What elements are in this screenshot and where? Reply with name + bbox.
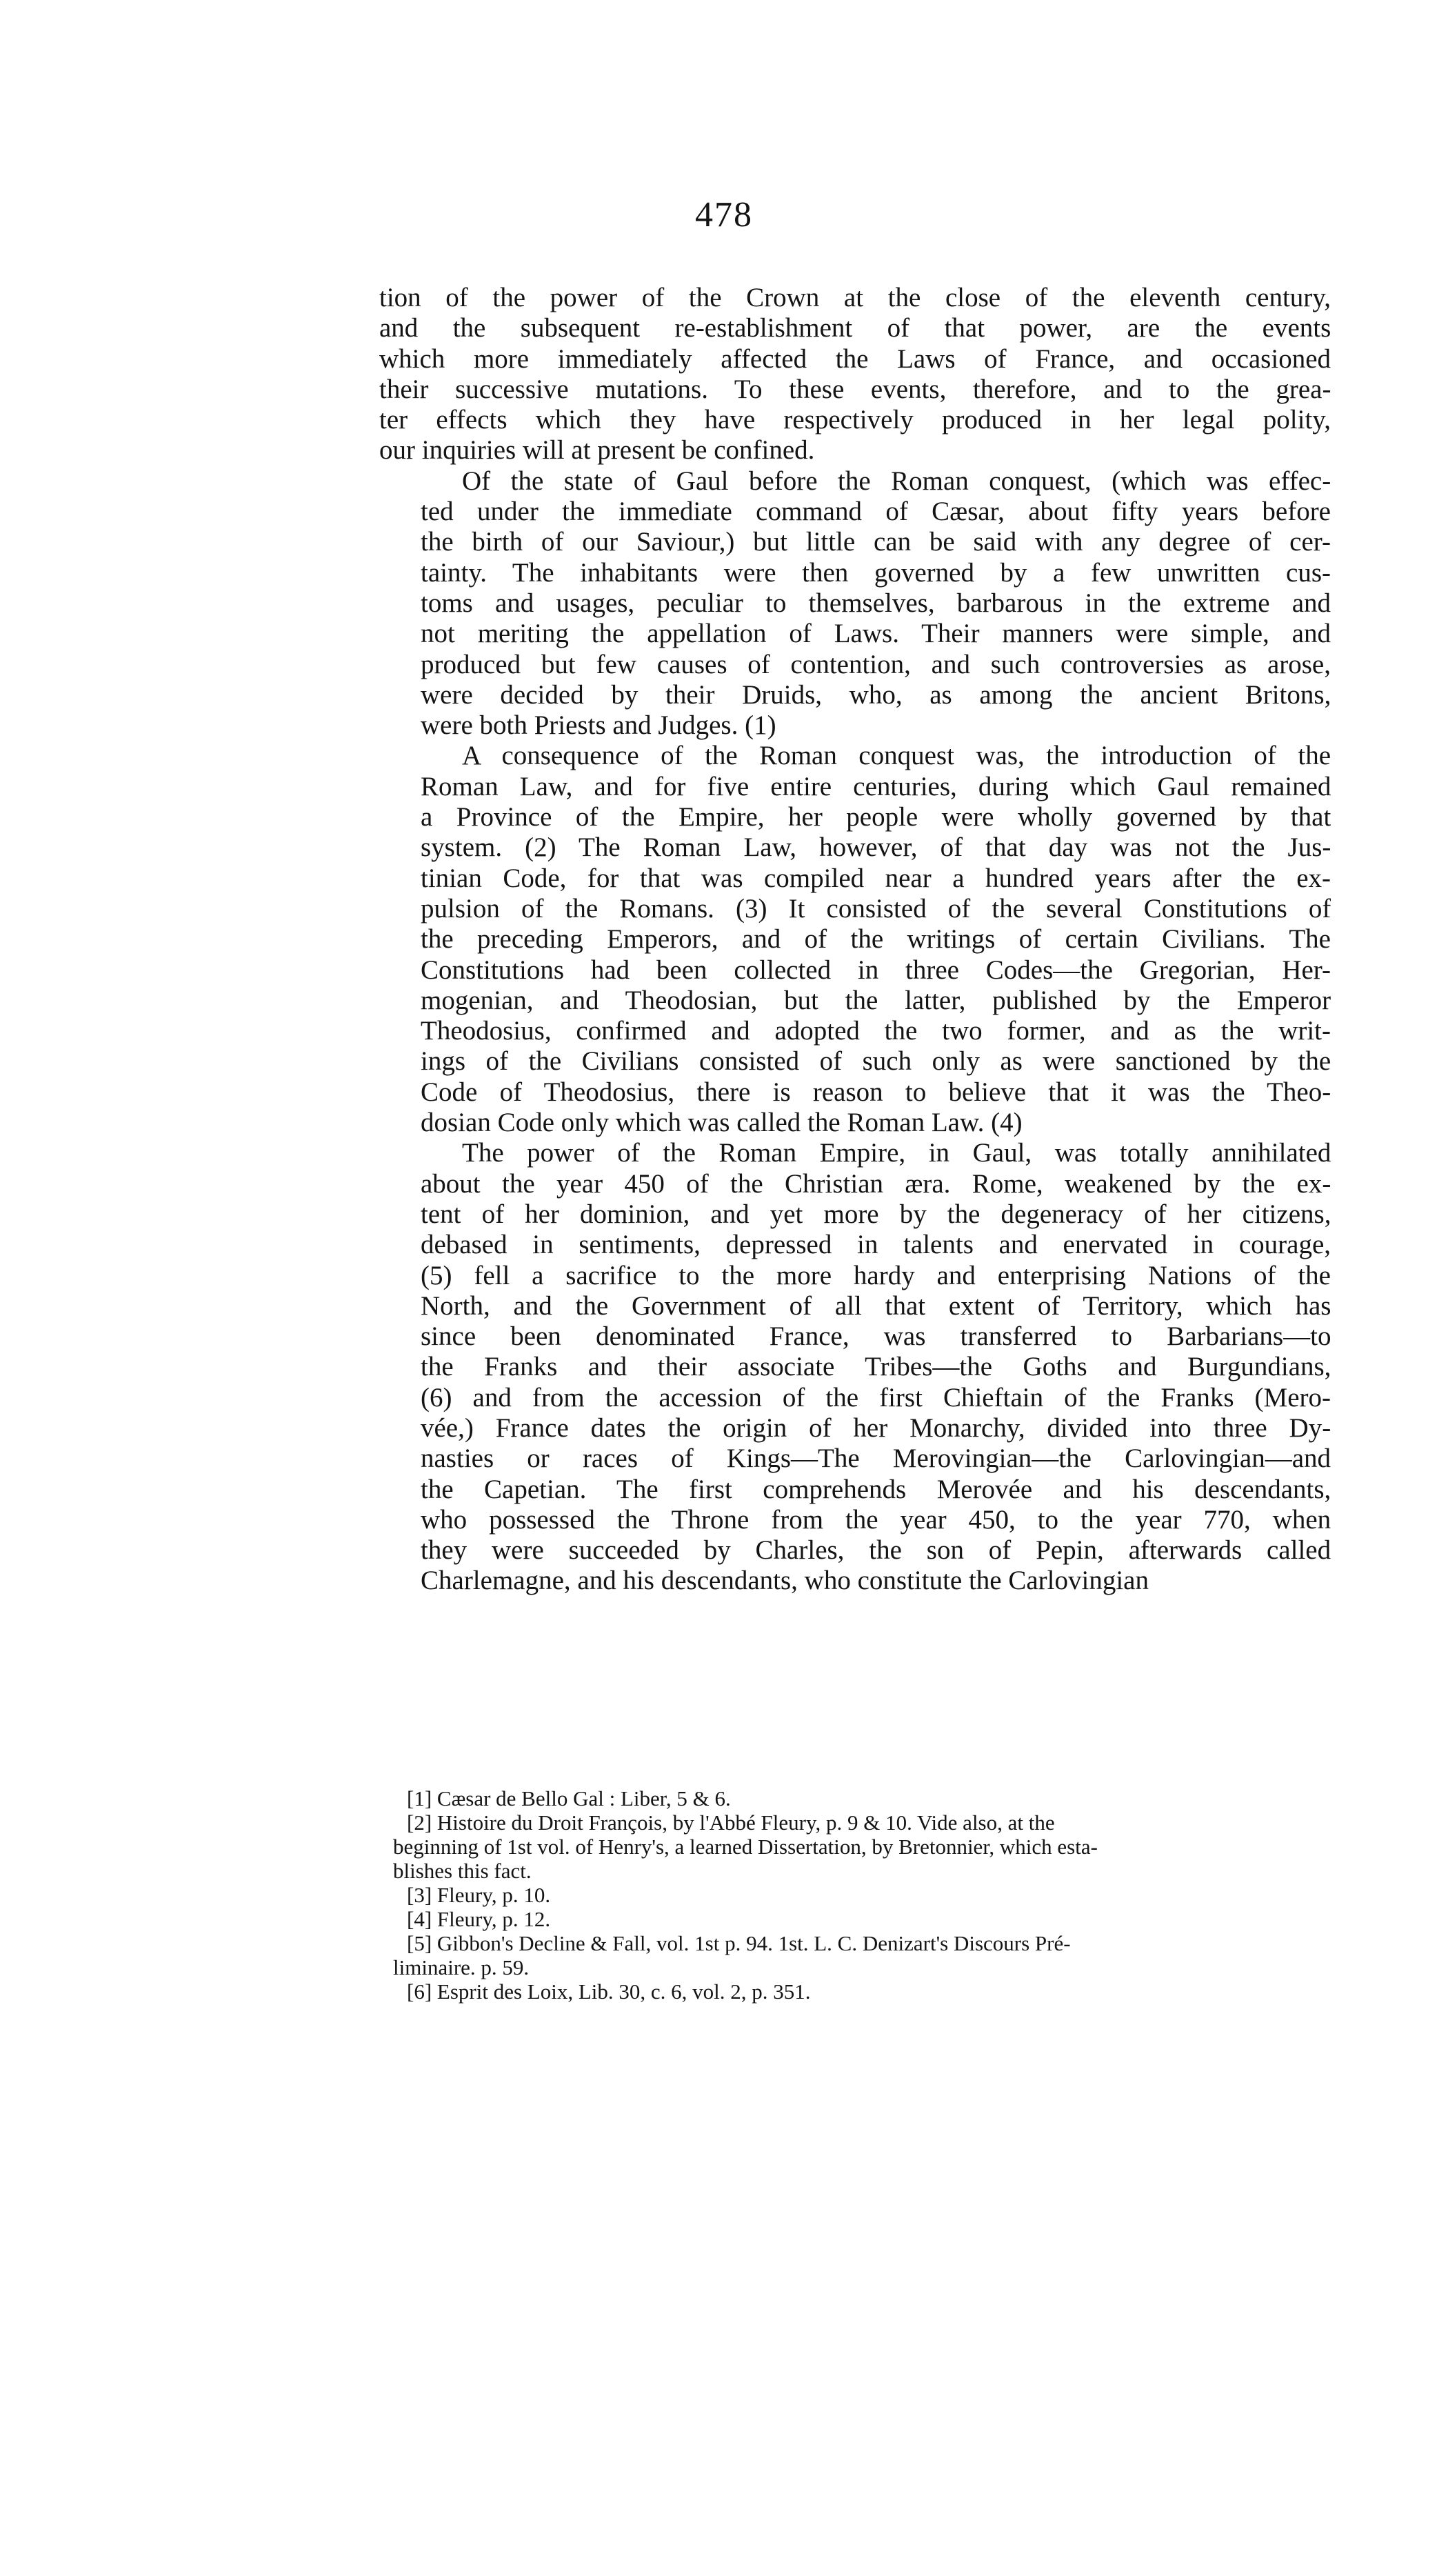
- footnote-line: beginning of 1st vol. of Henry's, a learned Dissertation, by Bretonnier, which esta-: [393, 1835, 1098, 1859]
- text-line: debased in sentiments, depressed in talents and enervated in courage,: [421, 1230, 1331, 1260]
- text-line-wrap: [379, 558, 1331, 588]
- text-line: Charlemagne, and his descendants, who constitute the Carlovingian: [421, 1566, 1149, 1596]
- footnote-line: [2] Histoire du Droit François, by l'Abbé Fleury, p. 9 & 10. Vide also, at the: [407, 1810, 1055, 1835]
- text-line-wrap: [379, 1566, 1331, 1596]
- text-line-wrap: [379, 710, 1331, 741]
- text-line-wrap: [379, 619, 1331, 649]
- paragraph: [379, 741, 1331, 1138]
- body-text: [379, 283, 1331, 1597]
- text-line: Theodosius, confirmed and adopted the two former, and as the writ-: [421, 1016, 1331, 1046]
- footnote: [407, 1786, 1331, 1810]
- text-line: vée,) France dates the origin of her Monarchy, divided into three Dy-: [421, 1412, 1331, 1443]
- text-line: were both Priests and Judges. (1): [421, 710, 776, 741]
- text-line-wrap: [379, 1352, 1331, 1382]
- text-line-wrap: [379, 466, 1331, 497]
- text-line-wrap: [379, 1444, 1331, 1474]
- text-line-wrap: [379, 680, 1331, 710]
- text-line-wrap: [379, 894, 1331, 924]
- text-line: which more immediately affected the Laws of France, and occasioned: [379, 343, 1331, 374]
- text-line: Roman Law, and for five entire centuries, during which Gaul remained: [421, 771, 1331, 801]
- text-line: Of the state of Gaul before the Roman conquest, (which was effec-: [462, 466, 1331, 496]
- text-line-wrap: [379, 527, 1331, 557]
- footnote: [407, 1883, 1331, 1907]
- text-line-wrap: [379, 1321, 1331, 1352]
- text-line-wrap: [379, 1535, 1331, 1566]
- text-line: not meriting the appellation of Laws. Their manners were simple, and: [421, 619, 1331, 649]
- text-line: (6) and from the accession of the first Chieftain of the Franks (Mero-: [421, 1382, 1331, 1412]
- text-line: their successive mutations. To these events, therefore, and to the grea-: [379, 374, 1331, 404]
- paragraph: [379, 466, 1331, 741]
- text-line: mogenian, and Theodosian, but the latter, published by the Emperor: [421, 985, 1331, 1015]
- text-line-wrap: [379, 650, 1331, 680]
- text-line-wrap: [379, 283, 1331, 313]
- text-line-wrap: [379, 986, 1331, 1016]
- text-line-wrap: [379, 1261, 1331, 1291]
- footnote-line: liminaire. p. 59.: [393, 1955, 530, 1979]
- text-line: the preceding Emperors, and of the writings of certain Civilians. The: [421, 924, 1331, 955]
- footnote-line: blishes this fact.: [393, 1859, 532, 1883]
- text-line-wrap: [379, 435, 1331, 466]
- text-line-wrap: [379, 772, 1331, 802]
- text-line-wrap: [379, 863, 1331, 894]
- text-line-wrap: [379, 1230, 1331, 1260]
- text-line-wrap: [379, 1291, 1331, 1321]
- text-line: ter effects which they have respectively produced in her legal polity,: [379, 405, 1331, 435]
- text-line-wrap: [379, 1138, 1331, 1168]
- text-line-wrap: [379, 1505, 1331, 1535]
- text-line: system. (2) The Roman Law, however, of that day was not the Jus-: [421, 832, 1331, 863]
- text-line: and the subsequent re-establishment of that power, are the events: [379, 313, 1331, 343]
- text-line-wrap: [379, 1199, 1331, 1230]
- footnotes: [393, 1786, 1331, 2004]
- text-line: tion of the power of the Crown at the close of the eleventh century,: [379, 283, 1331, 312]
- footnote-line: [5] Gibbon's Decline & Fall, vol. 1st p. 94. 1st. L. C. Denizart's Discours Pré-: [407, 1931, 1071, 1955]
- text-line-wrap: [379, 1016, 1331, 1046]
- text-line: pulsion of the Romans. (3) It consisted of the several Constitutions of: [421, 893, 1331, 923]
- text-line-wrap: [379, 924, 1331, 955]
- text-line: Constitutions had been collected in three Codes—the Gregorian, Her-: [421, 955, 1331, 985]
- text-line: produced but few causes of contention, and such controversies as arose,: [421, 649, 1331, 679]
- text-line: about the year 450 of the Christian æra. Rome, weakened by the ex-: [421, 1168, 1331, 1199]
- paragraph: [379, 1138, 1331, 1596]
- text-line: the birth of our Saviour,) but little can be said with any degree of cer-: [421, 527, 1331, 557]
- text-line-wrap: [379, 802, 1331, 832]
- text-line-wrap: [379, 1413, 1331, 1444]
- text-line: dosian Code only which was called the Roman Law. (4): [421, 1108, 1023, 1138]
- footnote-line: [1] Cæsar de Bello Gal : Liber, 5 & 6.: [407, 1786, 731, 1810]
- text-line: the Franks and their associate Tribes—the Goths and Burgundians,: [421, 1352, 1331, 1382]
- text-line-wrap: [379, 313, 1331, 343]
- page-number: 478: [695, 195, 753, 234]
- text-line: they were succeeded by Charles, the son of Pepin, afterwards called: [421, 1535, 1331, 1566]
- text-line: since been denominated France, was transferred to Barbarians—to: [421, 1321, 1331, 1352]
- text-line-wrap: [379, 1383, 1331, 1413]
- text-line: ted under the immediate command of Cæsar, about fifty years before: [421, 497, 1331, 527]
- text-line: nasties or races of Kings—The Merovingian—the Carlovingian—and: [421, 1444, 1331, 1474]
- text-line: who possessed the Throne from the year 450, to the year 770, when: [421, 1504, 1331, 1535]
- text-line-wrap: [379, 955, 1331, 986]
- text-line: the Capetian. The first comprehends Merovée and his descendants,: [421, 1474, 1331, 1504]
- footnote: [393, 1931, 1331, 1979]
- footnote: [407, 1979, 1331, 2004]
- footnote: [407, 1907, 1331, 1931]
- text-line: our inquiries will at present be confined.: [379, 435, 815, 466]
- text-line: Code of Theodosius, there is reason to believe that it was the Theo-: [421, 1077, 1331, 1107]
- text-line: toms and usages, peculiar to themselves, barbarous in the extreme and: [421, 588, 1331, 618]
- text-line-wrap: [379, 375, 1331, 405]
- text-line-wrap: [379, 588, 1331, 619]
- text-line-wrap: [379, 832, 1331, 863]
- text-line: a Province of the Empire, her people were wholly governed by that: [421, 802, 1331, 832]
- text-line-wrap: [379, 1108, 1331, 1138]
- footnote-line: [6] Esprit des Loix, Lib. 30, c. 6, vol. 2, p. 351.: [407, 1979, 811, 2004]
- text-line: tent of her dominion, and yet more by the degeneracy of her citizens,: [421, 1199, 1331, 1229]
- footnote: [393, 1810, 1331, 1883]
- text-line-wrap: [379, 1046, 1331, 1077]
- text-line: were decided by their Druids, who, as among the ancient Britons,: [421, 679, 1331, 710]
- text-line-wrap: [379, 1077, 1331, 1108]
- text-line-wrap: [379, 1169, 1331, 1199]
- text-line: tinian Code, for that was compiled near a hundred years after the ex-: [421, 863, 1331, 893]
- text-line: ings of the Civilians consisted of such only as were sanctioned by the: [421, 1046, 1331, 1077]
- footnote-line: [3] Fleury, p. 10.: [407, 1883, 551, 1907]
- footnote-line: [4] Fleury, p. 12.: [407, 1907, 551, 1931]
- paragraph: [379, 283, 1331, 466]
- text-line-wrap: [379, 1475, 1331, 1505]
- text-line-wrap: [379, 497, 1331, 527]
- text-line-wrap: [379, 344, 1331, 375]
- text-line-wrap: [379, 741, 1331, 771]
- text-line: North, and the Government of all that extent of Territory, which has: [421, 1290, 1331, 1321]
- text-line: The power of the Roman Empire, in Gaul, was totally annihilated: [462, 1138, 1331, 1168]
- text-line: A consequence of the Roman conquest was, the introduction of the: [462, 741, 1331, 771]
- text-line: (5) fell a sacrifice to the more hardy and enterprising Nations of the: [421, 1260, 1331, 1290]
- text-line: tainty. The inhabitants were then governed by a few unwritten cus-: [421, 557, 1331, 588]
- text-line-wrap: [379, 405, 1331, 435]
